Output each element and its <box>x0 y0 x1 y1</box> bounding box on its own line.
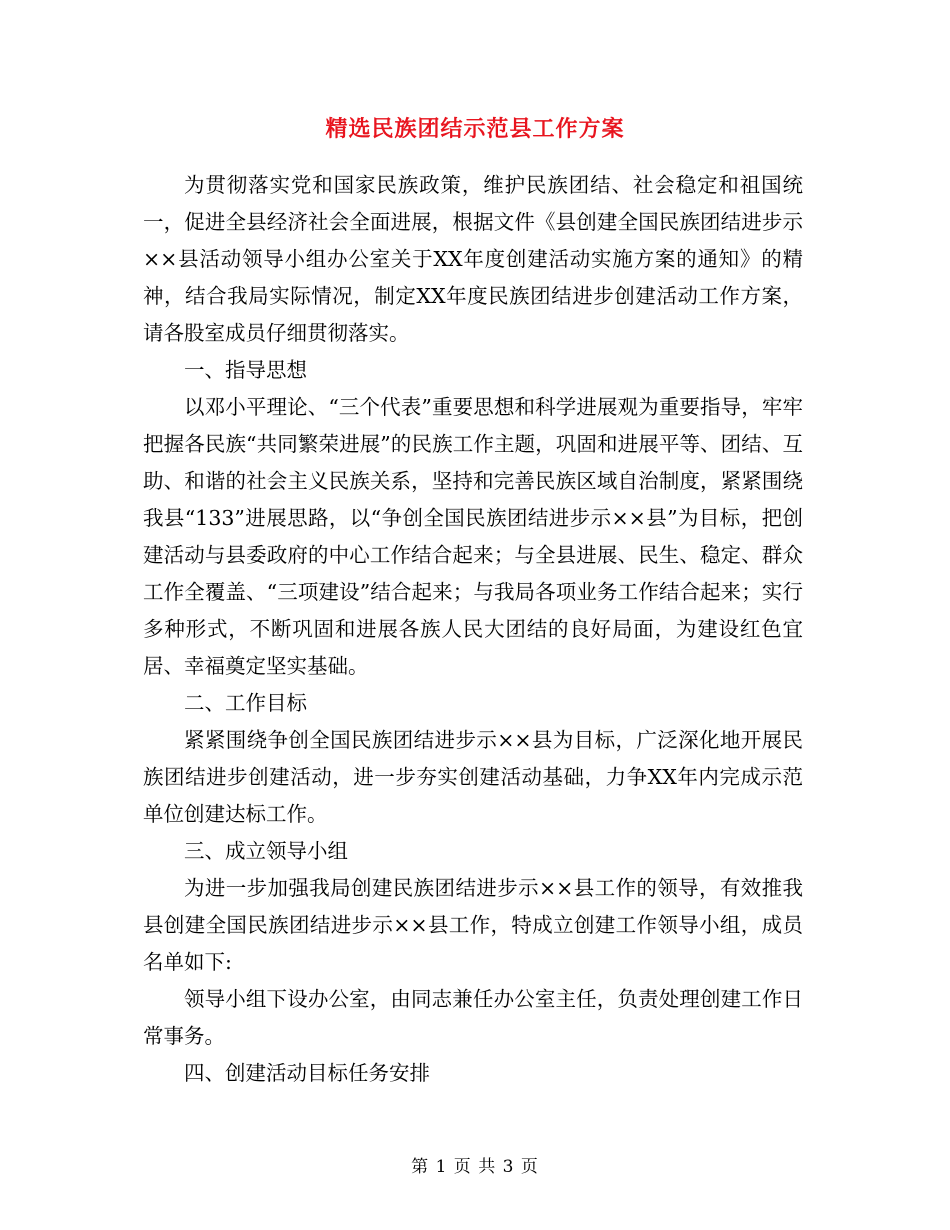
page-number: 第 1 页 共 3 页 <box>411 1157 539 1177</box>
paragraph-leadership-group: 为进一步加强我局创建民族团结进步示××县工作的领导，有效推我县创建全国民族团结进步示××县工作，特成立创建工作领导小组，成员名单如下: <box>143 876 803 974</box>
paragraph-office: 领导小组下设办公室，由同志兼任办公室主任，负责处理创建工作日常事务。 <box>143 987 803 1048</box>
document-body <box>143 167 803 1092</box>
heading-guiding-ideology: 一、指导思想 <box>184 358 307 382</box>
paragraph-guiding-ideology: 以邓小平理论、“三个代表”重要思想和科学进展观为重要指导，牢牢把握各民族“共同繁荣进展”的民族工作主题，巩固和进展平等、团结、互助、和谐的社会主义民族关系，坚持和完善民族区域自治制度，紧紧围绕我县“133”进展思路，以“争创全国民族团结进步示××县”为目标，把创建活动与县委政府的中心工作结合起来；与全县进展、民生、稳定、群众工作全覆盖、“三项建设”结合起来；与我局各项业务工作结合起来；实行多种形式，不断巩固和进展各族人民大团结的良好局面，为建设红色宜居、幸福奠定坚实基础。 <box>143 395 803 678</box>
paragraph-work-goals: 紧紧围绕争创全国民族团结进步示××县为目标，广泛深化地开展民族团结进步创建活动，进一步夯实创建活动基础，力争XX年内完成示范单位创建达标工作。 <box>143 728 803 826</box>
document-title: 精选民族团结示范县工作方案 <box>325 116 625 142</box>
paragraph-intro: 为贯彻落实党和国家民族政策，维护民族团结、社会稳定和祖国统一，促进全县经济社会全面进展，根据文件《县创建全国民族团结进步示××县活动领导小组办公室关于XX年度创建活动实施方案的通知》的精神，结合我局实际情况，制定XX年度民族团结进步创建活动工作方案，请各股室成员仔细贯彻落实。 <box>143 173 803 345</box>
heading-leadership-group: 三、成立领导小组 <box>184 839 348 863</box>
heading-task-arrangement: 四、创建活动目标任务安排 <box>184 1061 430 1085</box>
heading-work-goals: 二、工作目标 <box>184 691 307 715</box>
